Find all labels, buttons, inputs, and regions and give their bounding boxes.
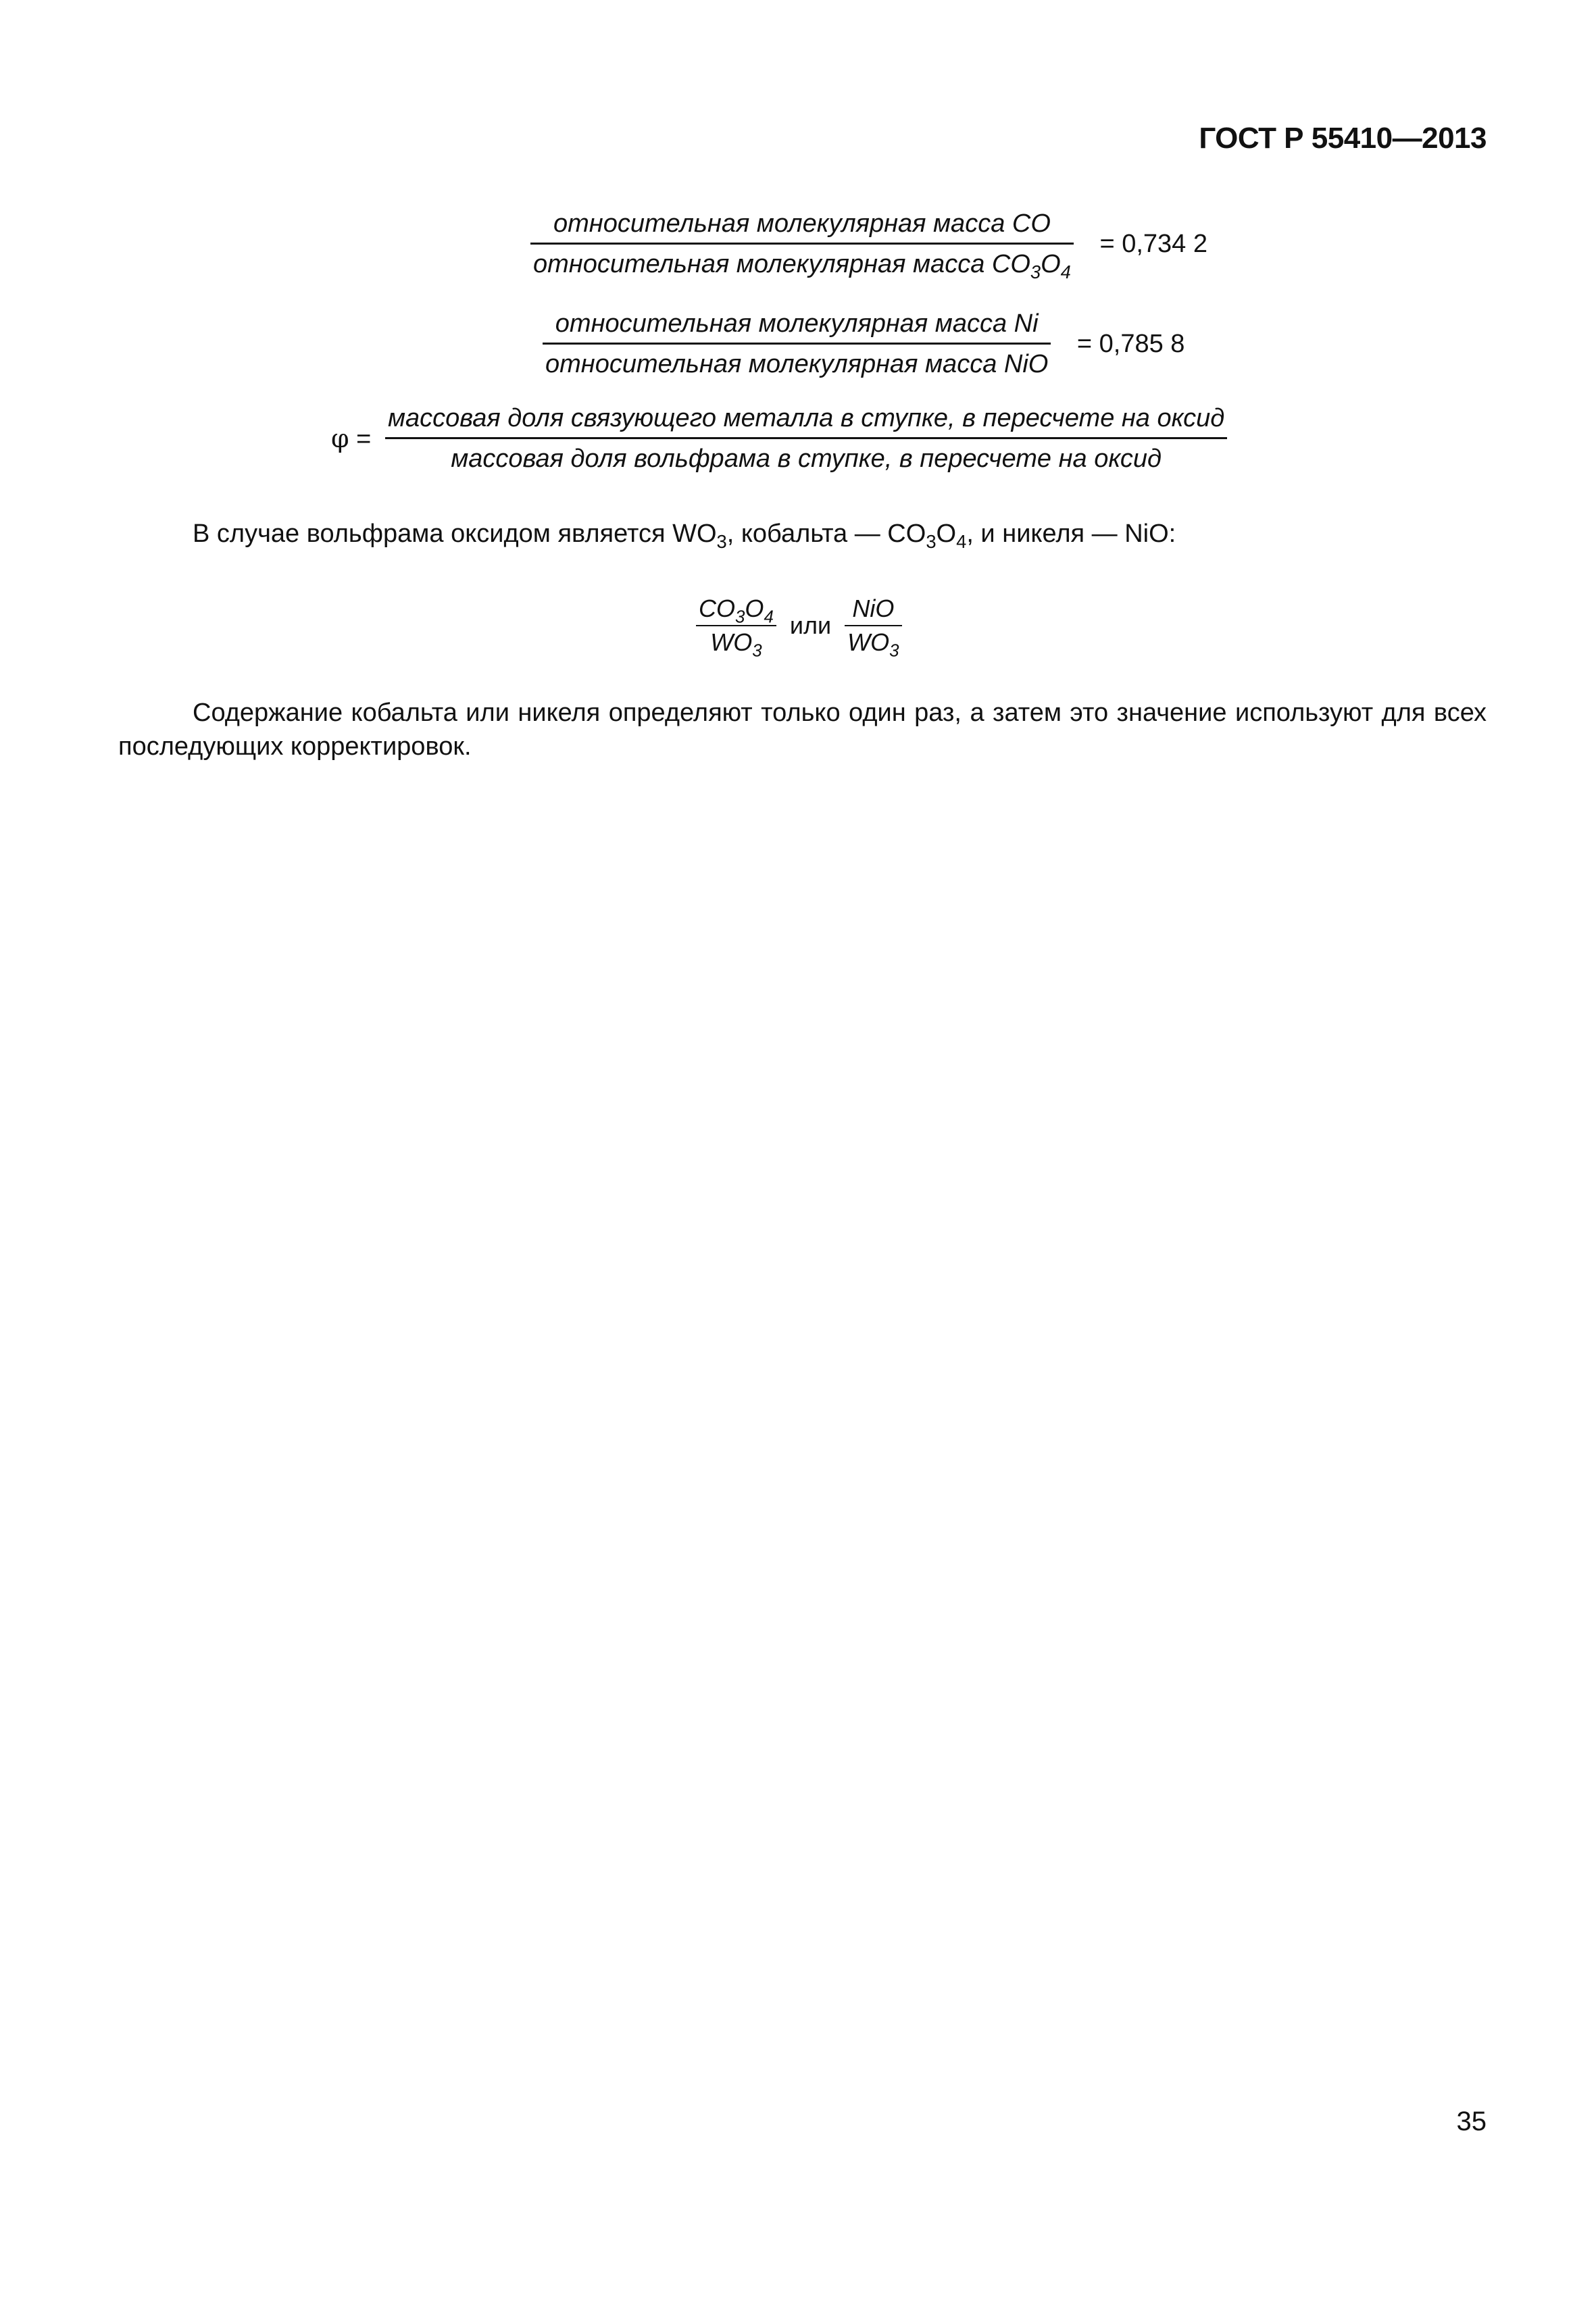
- co-ratio-result: = 0,734 2: [1099, 230, 1207, 258]
- formula-phi: [331, 404, 1227, 474]
- phi-symbol: φ: [331, 424, 349, 453]
- co3o4-numerator: $CO_3O_4$: [696, 595, 776, 626]
- phi-fraction: [385, 404, 1227, 474]
- formula-ni-ratio: [543, 309, 1184, 379]
- phi-numerator: массовая доля связующего металла в ступке, в пересчете на оксид: [385, 404, 1227, 439]
- ni-ratio-denominator: относительная молекулярная масса NiO: [545, 350, 1049, 378]
- ni-ratio-numerator: относительная молекулярная масса Ni: [543, 309, 1051, 345]
- paragraph-determination: Содержание кобальта или никеля определяют только один раз, а затем это значение используют для всех последующих корректировок.: [118, 699, 1487, 761]
- nio-wo3-fraction: [845, 595, 901, 661]
- ni-ratio-result: = 0,785 8: [1076, 330, 1185, 358]
- page-number: 35: [1456, 2107, 1487, 2136]
- ni-ratio-fraction: [543, 309, 1051, 379]
- phi-equals: =: [356, 425, 372, 453]
- wo3-denominator-second: $WO_3$: [847, 628, 899, 661]
- phi-denominator: массовая доля вольфрама в ступке, в пересчете на оксид: [451, 445, 1162, 473]
- co-ratio-fraction: [530, 209, 1074, 282]
- document-code: ГОСТ Р 55410—2013: [1199, 122, 1487, 155]
- formula-oxide-ratios: [696, 595, 902, 661]
- phi-lhs: [331, 424, 371, 454]
- co3o4-wo3-fraction: [696, 595, 776, 661]
- wo3-denominator-first: $WO_3$: [710, 628, 762, 661]
- formula-co-ratio: [530, 209, 1207, 282]
- or-conjunction: или: [789, 611, 832, 639]
- co-ratio-denominator: относительная молекулярная масса $CO_3O_4$: [533, 250, 1071, 282]
- co-ratio-numerator: относительная молекулярная масса CO: [530, 209, 1074, 245]
- nio-numerator: NiO: [845, 595, 901, 626]
- paragraph-oxides: В случае вольфрама оксидом является $WO_3$, кобальта — $CO_3O_4$, и никеля — NiO:: [193, 520, 1176, 552]
